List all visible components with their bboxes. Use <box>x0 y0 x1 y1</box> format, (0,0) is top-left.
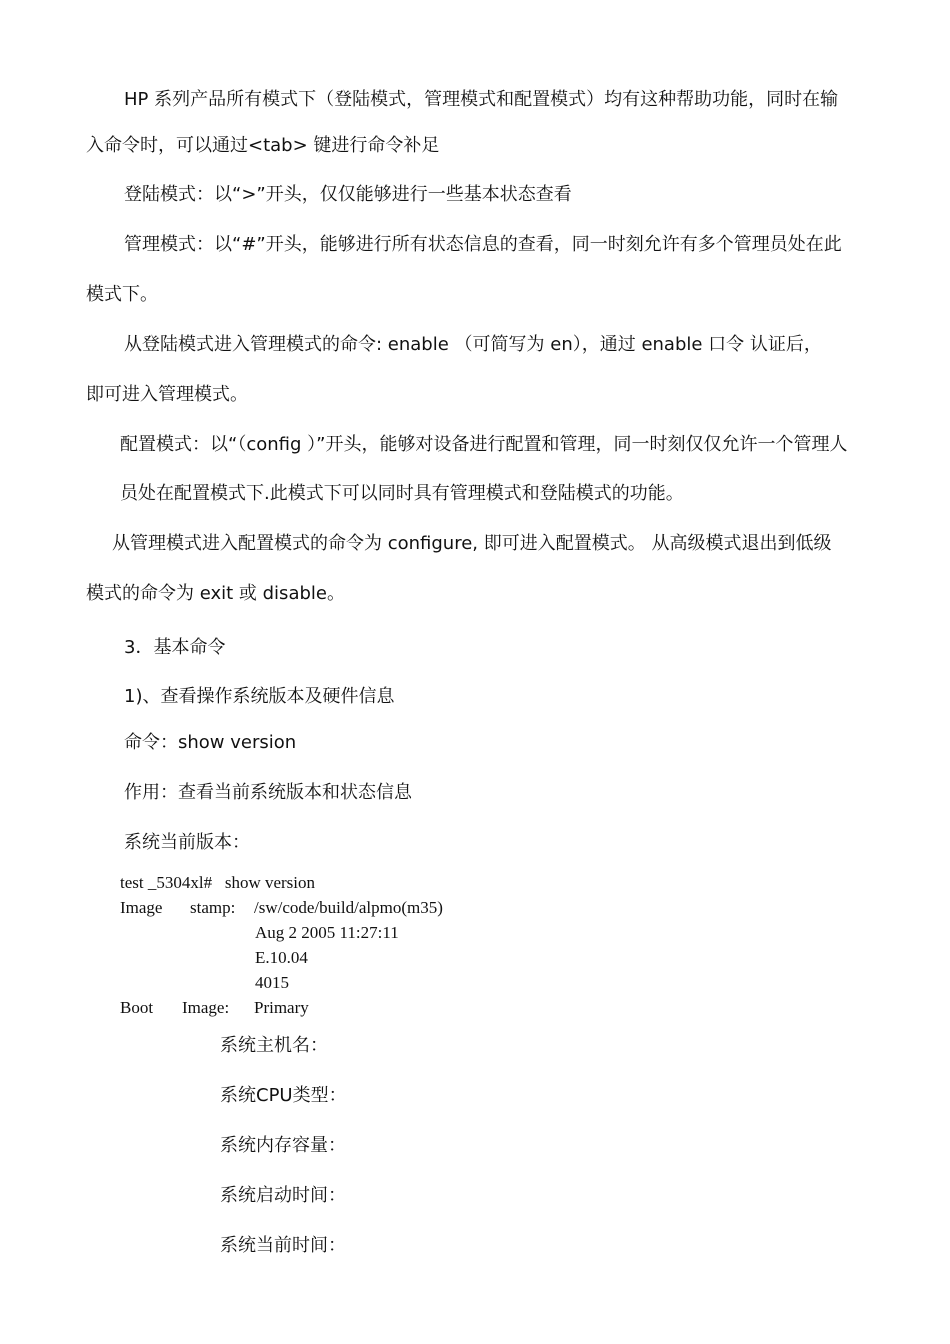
paragraph-configure-line2: 模式的命令为 exit 或 disable。 <box>86 583 345 604</box>
terminal-boot-value: Primary <box>254 998 309 1017</box>
paragraph-configure-line1: 从管理模式进入配置模式的命令为 configure, 即可进入配置模式。 从高级模式退出到低级 <box>112 533 832 554</box>
paragraph-help-line1: HP 系列产品所有模式下（登陆模式，管理模式和配置模式）均有这种帮助功能，同时在输 <box>124 89 839 110</box>
terminal-image-key: stamp: <box>190 898 236 917</box>
paragraph-config-mode-line2: 员处在配置模式下.此模式下可以同时具有管理模式和登陆模式的功能。 <box>120 483 684 504</box>
field-cpu-type: 系统CPU类型： <box>220 1085 347 1106</box>
paragraph-login-mode: 登陆模式：以“>”开头，仅仅能够进行一些基本状态查看 <box>124 184 572 205</box>
command-line: 命令：show version <box>124 732 297 753</box>
field-hostname: 系统主机名： <box>220 1035 328 1056</box>
terminal-boot-key: Image: <box>182 998 230 1017</box>
terminal-prompt-line: test _5304xl# show version <box>120 873 316 892</box>
field-memory: 系统内存容量： <box>220 1135 346 1156</box>
paragraph-help-line2: 入命令时，可以通过<tab> 键进行命令补足 <box>86 135 440 156</box>
current-version-label: 系统当前版本： <box>124 832 250 853</box>
section-heading: 3．基本命令 <box>124 637 226 658</box>
paragraph-admin-mode-line1: 管理模式：以“#”开头，能够进行所有状态信息的查看，同一时刻允许有多个管理员处在此 <box>124 234 842 255</box>
terminal-build-value: 4015 <box>255 973 289 992</box>
field-boot-time: 系统启动时间： <box>220 1185 346 1206</box>
terminal-image-label: Image <box>120 898 163 917</box>
terminal-version-value: E.10.04 <box>255 948 308 967</box>
field-current-time: 系统当前时间： <box>220 1235 346 1256</box>
purpose-line: 作用：查看当前系统版本和状态信息 <box>124 782 412 803</box>
paragraph-config-mode-line1: 配置模式：以“（config ）”开头，能够对设备进行配置和管理，同一时刻仅仅允许一个管理人 <box>120 434 848 455</box>
terminal-date-value: Aug 2 2005 11:27:11 <box>255 923 399 942</box>
terminal-image-value: /sw/code/build/alpmo(m35) <box>254 898 443 917</box>
paragraph-enable-line2: 即可进入管理模式。 <box>86 384 248 405</box>
paragraph-enable-line1: 从登陆模式进入管理模式的命令: enable （可简写为 en），通过 enable 口令 认证后， <box>124 334 822 355</box>
sub-heading: 1)、查看操作系统版本及硬件信息 <box>124 686 395 707</box>
terminal-boot-label: Boot <box>120 998 154 1017</box>
paragraph-admin-mode-line2: 模式下。 <box>86 284 158 305</box>
